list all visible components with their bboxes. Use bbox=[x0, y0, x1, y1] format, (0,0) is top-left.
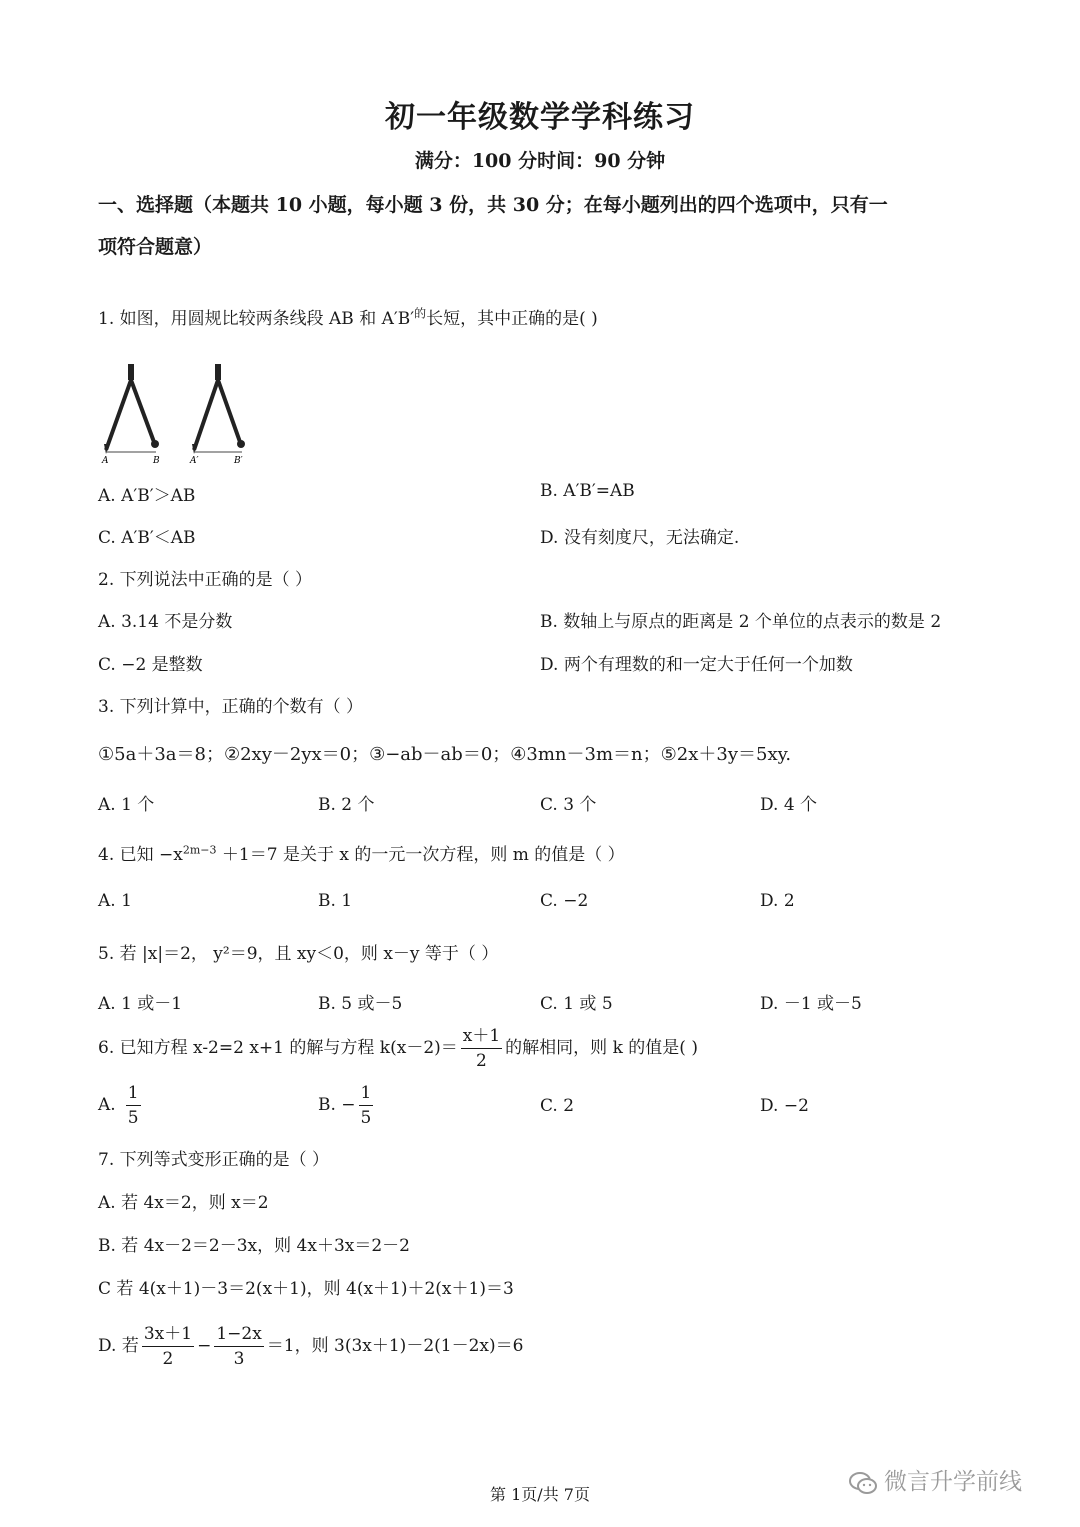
q6-option-a-fraction bbox=[126, 1081, 141, 1130]
q6-stem-post: 的解相同，则 k 的值是( ) bbox=[505, 1038, 698, 1058]
q4-stem-post: ＋1＝7 是关于 x 的一元一次方程，则 m 的值是（ ） bbox=[216, 845, 625, 865]
watermark-text: 微言升学前线 bbox=[884, 1469, 1022, 1495]
q6-stem-pre: 6. 已知方程 x-2=2 x+1 的解与方程 k(x－2)＝ bbox=[98, 1038, 458, 1058]
q5-option-b: B. 5 或－5 bbox=[318, 994, 403, 1014]
section-heading-line2: 项符合题意） bbox=[98, 236, 213, 258]
q7-d-num2: 1−2x bbox=[214, 1322, 263, 1347]
q6-option-a-den: 5 bbox=[127, 1108, 139, 1128]
question-7-stem: 7. 下列等式变形正确的是（ ） bbox=[98, 1150, 330, 1170]
q6-option-a bbox=[98, 1081, 144, 1130]
question-1-stem bbox=[98, 304, 598, 329]
q5-option-c: C. 1 或 5 bbox=[540, 994, 613, 1014]
q4-option-c: C. −2 bbox=[540, 891, 589, 911]
page-footer: 第 1页/共 7页 bbox=[490, 1485, 590, 1504]
q2-option-a: A. 3.14 不是分数 bbox=[98, 612, 233, 632]
q2-option-b: B. 数轴上与原点的距离是 2 个单位的点表示的数是 2 bbox=[540, 612, 942, 632]
q1-stem-pre: 1. 如图，用圆规比较两条线段 AB 和 A′B′ bbox=[98, 309, 415, 329]
q7-d-num1: 3x＋1 bbox=[142, 1322, 194, 1347]
q1-option-a: A. A′B′＞AB bbox=[98, 486, 196, 506]
q1-stem-sup: 的 bbox=[414, 306, 427, 321]
q7-option-b: B. 若 4x－2＝2－3x，则 4x＋3x＝2－2 bbox=[98, 1236, 410, 1256]
q4-option-d: D. 2 bbox=[760, 891, 795, 911]
q6-option-a-label: A. bbox=[98, 1095, 116, 1115]
compass-right-icon bbox=[192, 364, 245, 454]
q6-option-b bbox=[318, 1081, 376, 1130]
q4-option-a: A. 1 bbox=[98, 891, 132, 911]
q6-option-a-num: 1 bbox=[126, 1081, 141, 1106]
label-A: A bbox=[102, 456, 109, 466]
q4-exponent: 2m−3 bbox=[182, 843, 217, 857]
q7-option-d-fraction-2 bbox=[214, 1322, 263, 1371]
q1-option-d: D. 没有刻度尺，无法确定. bbox=[540, 528, 740, 548]
compass-figure bbox=[98, 362, 258, 466]
q6-option-d: D. −2 bbox=[760, 1096, 809, 1116]
q5-option-d: D. －1 或－5 bbox=[760, 994, 862, 1014]
watermark bbox=[848, 1463, 1022, 1496]
q2-option-d: D. 两个有理数的和一定大于任何一个加数 bbox=[540, 655, 853, 675]
q7-option-a: A. 若 4x＝2，则 x＝2 bbox=[98, 1193, 269, 1213]
wechat-icon bbox=[848, 1470, 878, 1496]
exam-info: 满分：100 分时间：90 分钟 bbox=[414, 150, 666, 172]
q3-items: ①5a＋3a＝8；②2xy－2yx＝0；③−ab－ab＝0；④3mn－3m＝n；⑤2x＋3y＝5xy. bbox=[98, 744, 792, 765]
question-3-stem: 3. 下列计算中，正确的个数有（ ） bbox=[98, 697, 364, 717]
q3-option-b: B. 2 个 bbox=[318, 795, 375, 815]
q6-option-c: C. 2 bbox=[540, 1096, 575, 1116]
q6-fraction bbox=[461, 1024, 502, 1073]
q7-option-d-fraction-1 bbox=[142, 1322, 194, 1371]
label-B: B bbox=[153, 456, 160, 466]
q7-option-d-pre: D. 若 bbox=[98, 1336, 139, 1356]
question-4-stem bbox=[98, 840, 625, 865]
q7-option-d bbox=[98, 1322, 523, 1371]
q5-option-a: A. 1 或－1 bbox=[98, 994, 183, 1014]
q6-option-b-fraction bbox=[359, 1081, 374, 1130]
q4-stem-pre: 4. 已知 −x bbox=[98, 845, 183, 865]
label-A-prime: A′ bbox=[190, 456, 199, 466]
q1-option-c: C. A′B′＜AB bbox=[98, 528, 196, 548]
q1-option-b: B. A′B′=AB bbox=[540, 481, 635, 501]
compass-left-icon bbox=[104, 364, 159, 454]
q7-d-minus: − bbox=[197, 1336, 212, 1356]
q7-option-d-post: ＝1，则 3(3x＋1)－2(1－2x)＝6 bbox=[266, 1336, 524, 1356]
q6-option-b-den: 5 bbox=[360, 1108, 372, 1128]
q2-option-c: C. −2 是整数 bbox=[98, 655, 203, 675]
question-5-stem: 5. 若 |x|＝2， y²＝9，且 xy＜0，则 x－y 等于（ ） bbox=[98, 944, 499, 964]
q3-option-c: C. 3 个 bbox=[540, 795, 597, 815]
q6-option-b-label: B. − bbox=[318, 1095, 356, 1115]
q7-d-den2: 3 bbox=[233, 1349, 245, 1369]
q3-option-a: A. 1 个 bbox=[98, 795, 155, 815]
q7-option-c: C 若 4(x＋1)－3＝2(x＋1)，则 4(x＋1)＋2(x＋1)＝3 bbox=[98, 1279, 514, 1299]
q4-option-b: B. 1 bbox=[318, 891, 353, 911]
q3-option-d: D. 4 个 bbox=[760, 795, 818, 815]
q7-d-den1: 2 bbox=[162, 1349, 174, 1369]
page-title: 初一年级数学学科练习 bbox=[385, 100, 695, 135]
q6-fraction-den: 2 bbox=[476, 1051, 487, 1071]
q6-fraction-num: x＋1 bbox=[461, 1024, 502, 1049]
q1-stem-post: 长短，其中正确的是( ) bbox=[426, 309, 598, 329]
q6-option-b-num: 1 bbox=[359, 1081, 374, 1106]
label-B-prime: B′ bbox=[234, 456, 243, 466]
question-6-stem bbox=[98, 1024, 698, 1073]
section-heading-line1: 一、选择题（本题共 10 小题，每小题 3 份，共 30 分；在每小题列出的四个选项中，只有一 bbox=[98, 194, 888, 216]
question-2-stem: 2. 下列说法中正确的是（ ） bbox=[98, 570, 313, 590]
